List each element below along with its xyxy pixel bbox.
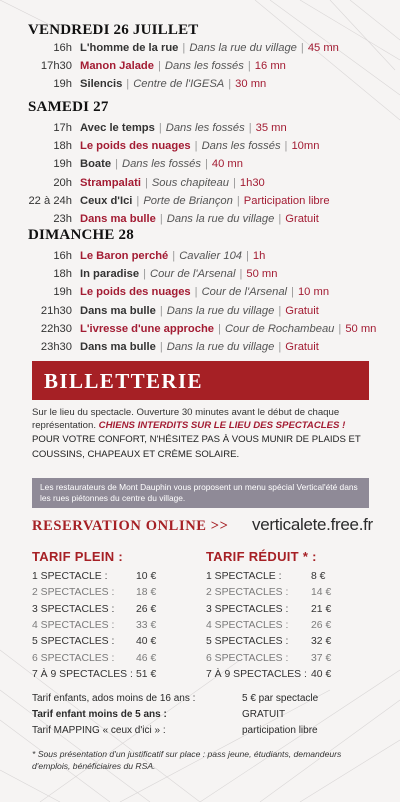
other-tarif-row [32,709,372,723]
separator: | [159,304,163,317]
separator: | [143,268,146,281]
event-duration: 30 mn [235,78,267,91]
event-row [0,286,400,303]
tarif-price: 40 € [311,668,332,680]
separator: | [236,194,240,207]
tarif-price: 26 € [311,619,332,631]
event-row [0,341,400,358]
event-location: Dans les fossés [201,140,281,153]
tarif-label: 1 SPECTACLE : [206,571,282,582]
tarif-price: 33 € [136,619,157,631]
event-location: Sous chapiteau [151,176,229,189]
event-row [0,60,400,77]
billetterie-info [32,406,377,432]
event-title: L'homme de la rue [80,42,179,54]
event-duration: Gratuit [285,304,319,317]
tarif-price: 21 € [311,603,332,615]
event-title: In paradise [80,268,140,281]
other-tarif-label: Tarif MAPPING « ceux d'ici » : [32,725,166,736]
event-row [0,122,400,139]
tarif-reduit-row [206,653,366,667]
tarif-price: 14 € [311,587,332,599]
event-duration: Gratuit [285,213,319,225]
tarif-price: 51 € [136,668,157,680]
event-duration: 50 mn [345,322,377,335]
event-row [0,42,400,59]
separator: | [159,213,163,225]
event-duration: Participation libre [243,194,330,207]
tarif-label: 6 SPECTACLES : [32,652,115,664]
tarif-plein-row [32,604,192,618]
event-title: Manon Jalade [80,60,154,73]
event-title: Le Baron perché [80,250,169,262]
event-duration: 40 mn [211,158,243,171]
other-tarif-value: participation libre [242,725,318,736]
billetterie-text: Sur le lieu du spectacle. Ouverture 30 minutes avant le début de chaque représentation. [32,407,340,431]
event-location: Dans la rue du village [189,42,297,54]
event-duration: 1h [252,250,266,262]
tarif-label: 2 SPECTACLES : [32,587,115,599]
event-title: L'ivresse d'une approche [80,322,215,335]
event-time: 16h [53,250,72,262]
separator: | [172,250,176,262]
event-location: Dans la rue du village [166,304,275,317]
event-time: 17h [53,122,72,134]
event-time: 17h30 [40,60,72,73]
event-time: 23h [53,213,72,225]
event-row [0,78,400,95]
event-title: Boate [80,158,112,171]
event-duration: 1h30 [239,176,265,189]
tarif-price: 40 € [136,636,157,648]
event-time: 18h [53,140,72,153]
tarif-plein-row [32,669,192,683]
separator: | [248,122,252,134]
tarif-plein-row [32,587,192,601]
event-title: Dans ma bulle [80,341,156,353]
event-time: 23h30 [40,341,72,353]
event-location: Porte de Briançon [143,194,233,207]
reservation-label: RESERVATION ONLINE >> [32,518,229,534]
event-time: 22 à 24h [28,194,72,207]
tarif-plein-row [32,571,192,585]
event-title: Dans ma bulle [80,304,156,317]
tarif-label: 3 SPECTACLES : [32,603,115,615]
tarif-label: 4 SPECTACLES : [32,619,115,631]
separator: | [194,140,198,153]
billetterie-title: BILLETTERIE [44,369,203,393]
event-location: Dans la rue du village [166,213,275,225]
tarif-price: 26 € [136,603,157,615]
other-tarif-value: GRATUIT [242,709,286,720]
event-row [0,250,400,267]
event-row [0,305,400,322]
tarif-reduit-row [206,604,366,618]
separator: | [278,213,282,225]
other-tarif-label: Tarif enfant moins de 5 ans : [32,709,167,720]
separator: | [278,304,282,317]
event-row [0,323,400,340]
tarif-reduit-row [206,669,366,683]
event-location: Cour de Rochambeau [224,322,335,335]
separator: | [232,176,236,189]
event-title: Silencis [80,78,123,91]
event-title: Dans ma bulle [80,213,156,225]
event-time: 21h30 [40,304,72,317]
separator: | [158,122,162,134]
day-heading: SAMEDI 27 [28,99,109,115]
event-row [0,177,400,194]
event-duration: 10mn [291,140,320,153]
tarif-reduit-row [206,636,366,650]
separator: | [136,194,140,207]
event-duration: 50 mn [246,268,278,281]
other-tarif-value: 5 € par spectacle [242,693,319,704]
event-duration: Gratuit [285,341,319,353]
tarif-label: 4 SPECTACLES : [206,619,289,631]
event-location: Centre de l'IGESA [133,78,225,91]
separator: | [157,60,161,73]
dogs-warning: CHIENS INTERDITS SUR LE LIEU DES SPECTACLES ! [98,420,346,431]
tarif-reduit-row [206,571,366,585]
event-duration: 45 mn [307,42,339,54]
event-title: Strampalati [80,176,141,189]
tarif-plein-title: TARIF PLEIN : [32,549,124,564]
tarif-label: 3 SPECTACLES : [206,603,289,615]
event-time: 19h [53,286,72,299]
event-row [0,140,400,157]
event-time: 22h30 [40,322,72,335]
day-heading: VENDREDI 26 JUILLET [28,22,199,38]
event-location: Cour de l'Arsenal [201,286,288,299]
tarif-price: 32 € [311,636,332,648]
comfort-text: POUR VOTRE CONFORT, N'HÉSITEZ PAS À VOUS MUNIR DE PLAIDS ET COUSSINS, CHAPEAUX ET CRÈME SOLAIRE. [32,434,361,460]
event-location: Dans les fossés [164,60,244,73]
event-location: Cavalier 104 [179,250,243,262]
tarif-label: 5 SPECTACLES : [32,636,115,648]
event-time: 20h [53,176,72,189]
other-tarif-row [32,693,372,707]
separator: | [218,322,221,335]
separator: | [204,158,208,171]
tarif-label: 5 SPECTACLES : [206,636,289,648]
separator: | [278,341,282,353]
tarif-plein-row [32,636,192,650]
event-duration: 10 mn [297,286,330,299]
event-location: Dans les fossés [122,158,201,171]
other-tarif-label: Tarif enfants, ados moins de 16 ans : [32,693,196,704]
separator: | [194,286,198,299]
tarif-price: 10 € [136,571,157,582]
separator: | [182,42,186,54]
tarif-price: 8 € [311,571,326,582]
separator: | [228,78,232,91]
tarif-price: 37 € [311,652,332,664]
event-time: 19h [53,78,72,91]
tarif-price: 18 € [136,587,157,599]
tarif-label: 1 SPECTACLE : [32,571,108,582]
tarif-reduit-title: TARIF RÉDUIT * : [206,549,317,564]
day-heading: DIMANCHE 28 [28,227,134,243]
event-time: 19h [53,158,72,171]
event-duration: 35 mn [255,122,287,134]
event-location: Dans les fossés [165,122,245,134]
tarif-reduit-row [206,620,366,634]
separator: | [338,322,342,335]
event-location: Cour de l'Arsenal [149,268,236,281]
tarif-label: 7 À 9 SPECTACLES : [32,668,133,680]
event-time: 18h [53,268,72,281]
separator: | [126,78,130,91]
footnote: * Sous présentation d'un justificatif sur place : pass jeune, étudiants, demandeurs d'emplois, bénéficiaires du RSA. [32,749,342,771]
tarif-label: 2 SPECTACLES : [206,587,289,599]
separator: | [115,158,118,171]
separator: | [291,286,294,299]
other-tarif-row [32,725,372,739]
event-duration: 16 mn [254,60,286,73]
restaurateurs-box: Les restaurateurs de Mont Dauphin vous proposent un menu spécial Vertical'été dans les rues piétonnes du centre du village. [32,478,369,508]
event-title: Le poids des nuages [80,140,191,153]
event-row [0,158,400,175]
separator: | [284,140,288,153]
tarif-plein-row [32,620,192,634]
tarif-plein-row [32,653,192,667]
billetterie-banner [32,361,369,400]
event-location: Dans la rue du village [166,341,275,353]
separator: | [247,60,251,73]
tarif-label: 6 SPECTACLES : [206,652,289,664]
separator: | [246,250,249,262]
separator: | [144,176,148,189]
tarif-price: 46 € [136,652,157,664]
event-title: Le poids des nuages [80,286,191,299]
event-row [0,268,400,285]
event-title: Ceux d'Ici [80,194,133,207]
separator: | [239,268,243,281]
tarif-reduit-row [206,587,366,601]
separator: | [159,341,163,353]
separator: | [300,42,304,54]
event-title: Avec le temps [80,122,155,134]
reservation-url-link[interactable]: verticalete.free.fr [252,515,373,534]
event-row [0,195,400,212]
event-time: 16h [53,42,72,54]
tarif-label: 7 À 9 SPECTACLES : [206,668,307,680]
